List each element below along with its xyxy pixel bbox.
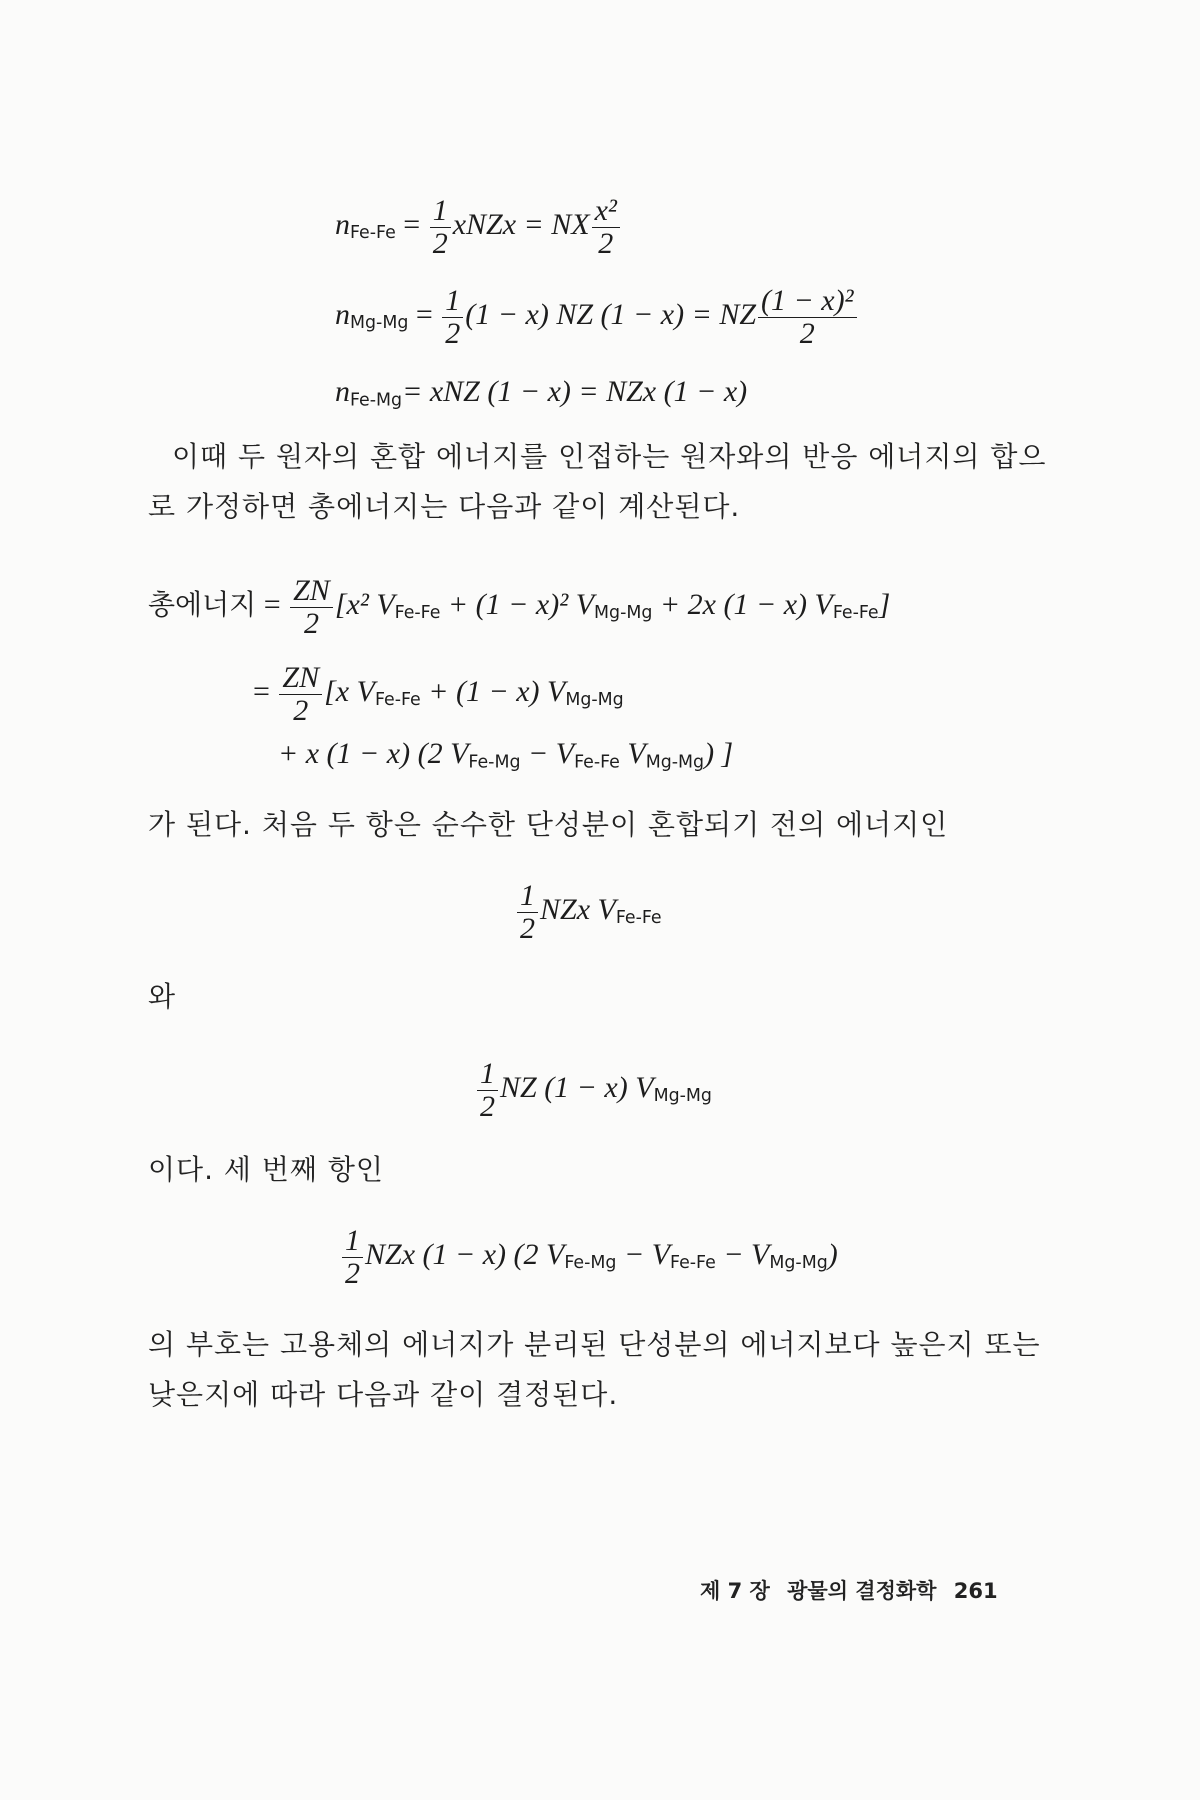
eq-subscript: Fe-Fe bbox=[615, 908, 662, 929]
frac-num: ZN bbox=[279, 662, 322, 695]
eq-rhs: = xNZ (1 − x) = NZx (1 − x) bbox=[402, 375, 748, 408]
eq-subscript: Fe-Fe bbox=[670, 1253, 716, 1274]
paragraph-mixing-energy: 이때 두 원자의 혼합 에너지를 인접하는 원자와의 반응 에너지의 합으로 가정하면 총에너지는 다음과 같이 계산된다. bbox=[148, 440, 1047, 523]
eq-lhs: n bbox=[335, 207, 350, 241]
paragraph-first-terms: 가 된다. 처음 두 항은 순수한 단성분이 혼합되기 전의 에너지인 bbox=[148, 808, 949, 841]
equation-total-energy-3 bbox=[278, 737, 733, 772]
eq-subscript: Mg-Mg bbox=[594, 603, 653, 624]
eq-subscript: Mg-Mg bbox=[653, 1086, 712, 1107]
frac-num: 1 bbox=[430, 195, 451, 228]
frac-den: 2 bbox=[598, 226, 614, 260]
eq-subscript: Fe-Fe bbox=[574, 752, 620, 773]
equation-n-fe-mg bbox=[335, 375, 747, 410]
frac-num: ZN bbox=[290, 575, 333, 608]
frac-num: 1 bbox=[342, 1225, 363, 1258]
frac-den: 2 bbox=[799, 316, 815, 350]
eq-subscript: Mg-Mg bbox=[565, 690, 624, 711]
eq-lhs: n bbox=[335, 297, 350, 331]
equation-total-energy-2: = $\frac{ZN}{2}$ [x $V_{Fe-Fe} + (1 - x)$ $V_{Mg-Mg}$ bbox=[253, 661, 624, 727]
frac-num: 1 bbox=[442, 285, 463, 318]
page-number: 261 bbox=[953, 1579, 998, 1603]
frac-den: 2 bbox=[520, 911, 535, 945]
eq-end: ] bbox=[878, 587, 891, 621]
eq-body: − V bbox=[616, 1237, 671, 1271]
equation-total-energy-1: 총에너지 = $\frac{ZN}{2}$ [x² $V_{Fe-Fe} + (1 - x)^2$ $V_{Mg-Mg} + 2x$ (1 − x) $V_{Fe-Fe}$] bbox=[148, 574, 891, 640]
eq-subscript: Fe-Mg bbox=[564, 1253, 617, 1274]
frac-num: 1 bbox=[517, 880, 538, 913]
eq-body: + (1 − x)² V bbox=[440, 587, 595, 621]
equation-n-mg-mg: $n_{Mg-Mg}$ = $\frac{1}{2}$ (1 − x) NZ (1 − x) = NZ $\frac{\text{(1 − x)²}}{2}$ bbox=[335, 285, 859, 349]
eq-body: − V bbox=[715, 1237, 770, 1271]
chapter-label: 제 7 장 bbox=[700, 1579, 770, 1603]
fraction bbox=[758, 285, 857, 349]
frac-num: x² bbox=[592, 195, 620, 228]
frac-den: 2 bbox=[432, 226, 448, 260]
frac-den: 2 bbox=[345, 1256, 360, 1290]
fraction bbox=[342, 1225, 363, 1289]
eq-subscript: Mg-Mg bbox=[645, 752, 705, 773]
eq-body: [x² V bbox=[334, 587, 395, 621]
frac-num: 1 bbox=[477, 1058, 498, 1091]
eq-lhs: n bbox=[335, 375, 350, 408]
eq-body: [x V bbox=[324, 674, 375, 708]
eq-body: + x (1 − x) (2 V bbox=[278, 737, 469, 770]
eq-body: − V bbox=[520, 737, 575, 770]
frac-den: 2 bbox=[303, 606, 319, 640]
eq-subscript: Fe-Fe bbox=[350, 223, 396, 244]
frac-num: (1 − x)² bbox=[758, 285, 857, 318]
eq-subscript: Mg-Mg bbox=[769, 1253, 828, 1274]
paragraph-third-term: 이다. 세 번째 항인 bbox=[148, 1153, 384, 1186]
eq-body: NZx (1 − x) (2 V bbox=[365, 1237, 565, 1271]
eq-body: + (1 − x) V bbox=[420, 674, 566, 708]
fraction bbox=[290, 575, 333, 639]
total-energy-label: 총에너지 bbox=[148, 587, 257, 621]
eq-body: NZx V bbox=[540, 892, 616, 926]
eq-body: + 2x (1 − x) V bbox=[652, 587, 833, 621]
chapter-title: 광물의 결정화학 bbox=[787, 1579, 937, 1603]
eq-subscript: Fe-Mg bbox=[468, 752, 521, 773]
eq-end: ) bbox=[827, 1237, 838, 1271]
frac-den: 2 bbox=[445, 316, 461, 350]
eq-subscript: Fe-Mg bbox=[350, 390, 403, 411]
equation-term-fe-fe bbox=[515, 880, 662, 944]
eq-end: ) ] bbox=[704, 737, 734, 770]
eq-subscript: Fe-Fe bbox=[394, 603, 441, 624]
fraction bbox=[477, 1058, 498, 1122]
equation-n-fe-fe: $n_{Fe-Fe}$ = $\frac{1}{2}$ xNZx = NX $\frac{\text{x²}}{2}$ bbox=[335, 195, 622, 259]
eq-mid: (1 − x) NZ (1 − x) = NZ bbox=[465, 297, 757, 331]
page-footer bbox=[700, 1575, 1008, 1605]
eq-subscript: Fe-Fe bbox=[374, 690, 421, 711]
fraction bbox=[430, 195, 451, 259]
paragraph-and: 와 bbox=[148, 980, 177, 1013]
fraction bbox=[279, 662, 322, 726]
equation-term-mg-mg bbox=[475, 1058, 712, 1122]
eq-body: V bbox=[619, 737, 646, 770]
eq-subscript: Fe-Fe bbox=[832, 603, 879, 624]
paragraph-sign: 의 부호는 고용체의 에너지가 분리된 단성분의 에너지보다 높은지 또는 낮은지에 따라 다음과 같이 결정된다. bbox=[148, 1328, 1041, 1411]
fraction bbox=[517, 880, 538, 944]
frac-den: 2 bbox=[293, 693, 309, 727]
frac-den: 2 bbox=[480, 1089, 495, 1123]
equation-term-mixing bbox=[340, 1225, 838, 1289]
eq-body: NZ (1 − x) V bbox=[500, 1070, 654, 1104]
fraction bbox=[592, 195, 620, 259]
eq-subscript: Mg-Mg bbox=[350, 313, 409, 334]
eq-mid: xNZx = NX bbox=[452, 207, 590, 241]
fraction bbox=[442, 285, 463, 349]
